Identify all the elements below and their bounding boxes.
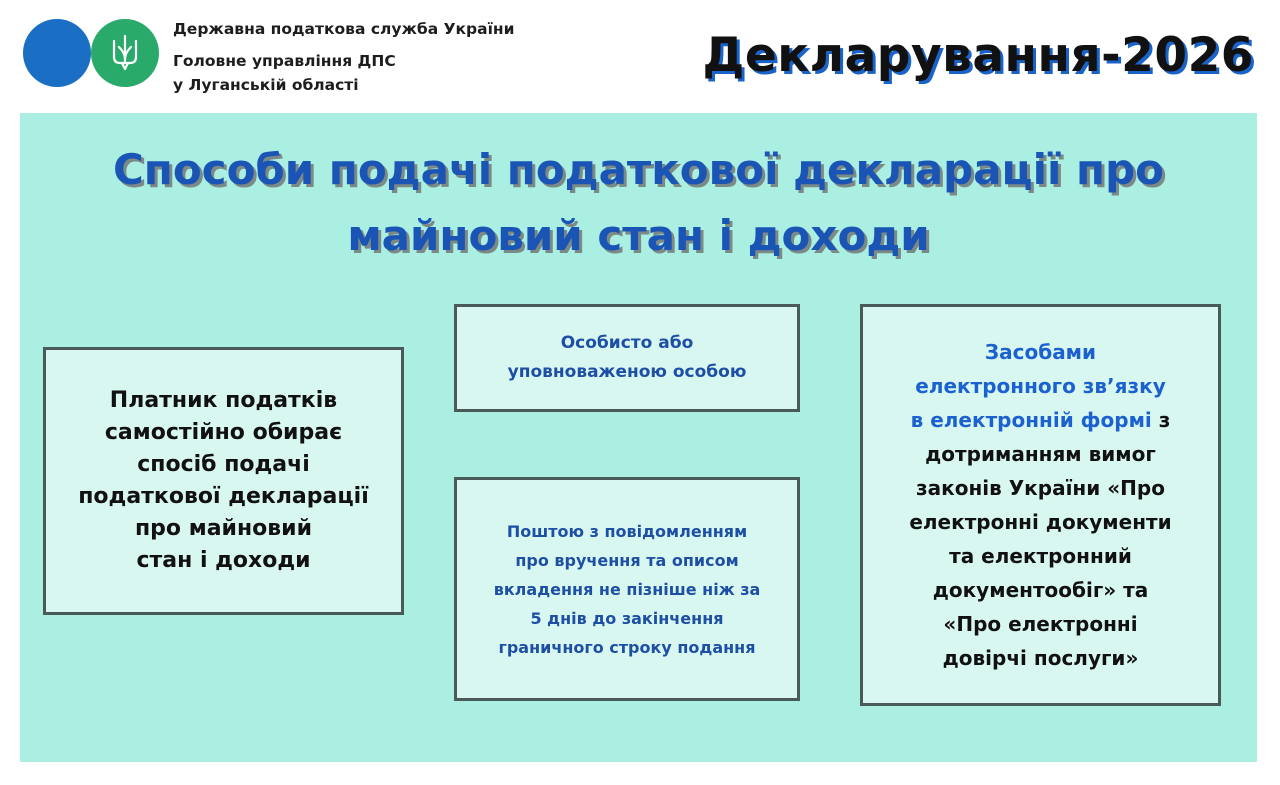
text-line: уповноваженою особою bbox=[507, 362, 747, 382]
taxpayer-choice-box bbox=[43, 347, 404, 615]
text-span: з bbox=[1151, 408, 1171, 432]
text-line: Засобами bbox=[984, 340, 1097, 364]
taxpayer-choice-text bbox=[78, 385, 369, 577]
org-line-2: Головне управління ДПС bbox=[173, 52, 396, 70]
text-line bbox=[909, 403, 1171, 437]
text-span-blue: в електронній формі bbox=[910, 408, 1152, 432]
text-line: вкладення не пізніше ніж за bbox=[493, 579, 761, 599]
page-title-line-1: Способи подачі податкової декларації про bbox=[112, 145, 1164, 194]
text-line: та електронний bbox=[949, 544, 1132, 568]
text-line: граничного строку подання bbox=[498, 637, 756, 657]
postal-method-box bbox=[454, 477, 800, 701]
text-line: про майновий bbox=[134, 516, 313, 541]
logo-green-circle bbox=[91, 19, 159, 87]
text-line: Поштою з повідомленням bbox=[506, 521, 748, 541]
page-title bbox=[20, 137, 1257, 269]
postal-method-text bbox=[494, 517, 761, 662]
org-line-3: у Луганській області bbox=[173, 76, 359, 94]
text-line: самостійно обирає bbox=[104, 420, 343, 445]
text-line: Платник податків bbox=[109, 388, 338, 413]
content-panel bbox=[20, 113, 1257, 762]
logo-blue-circle bbox=[23, 19, 91, 87]
text-line: 5 днів до закінчення bbox=[530, 608, 724, 628]
electronic-method-text bbox=[909, 335, 1171, 675]
electronic-method-box bbox=[860, 304, 1221, 706]
trident-icon bbox=[110, 33, 140, 73]
text-line: електронні документи bbox=[909, 510, 1172, 534]
org-line-1: Державна податкова служба України bbox=[173, 20, 515, 38]
text-line: податкової декларації bbox=[78, 484, 369, 509]
text-line: спосіб подачі bbox=[137, 452, 310, 477]
organization-name bbox=[173, 17, 514, 97]
in-person-method-box bbox=[454, 304, 800, 412]
text-line: документообіг» та bbox=[932, 578, 1149, 602]
in-person-method-text bbox=[508, 329, 747, 387]
brand-title: Декларування-2026 bbox=[702, 28, 1254, 83]
page-title-line-2: майновий стан і доходи bbox=[347, 211, 930, 260]
text-line: про вручення та описом bbox=[515, 550, 739, 570]
text-line: електронного зв’язку bbox=[915, 374, 1166, 398]
text-line: стан і доходи bbox=[136, 548, 311, 573]
text-line: «Про електронні bbox=[943, 612, 1138, 636]
text-line: довірчі послуги» bbox=[942, 646, 1139, 670]
text-line: законів України «Про bbox=[916, 476, 1165, 500]
text-line: дотриманням вимог bbox=[925, 442, 1156, 466]
text-line: Особисто або bbox=[560, 333, 694, 353]
